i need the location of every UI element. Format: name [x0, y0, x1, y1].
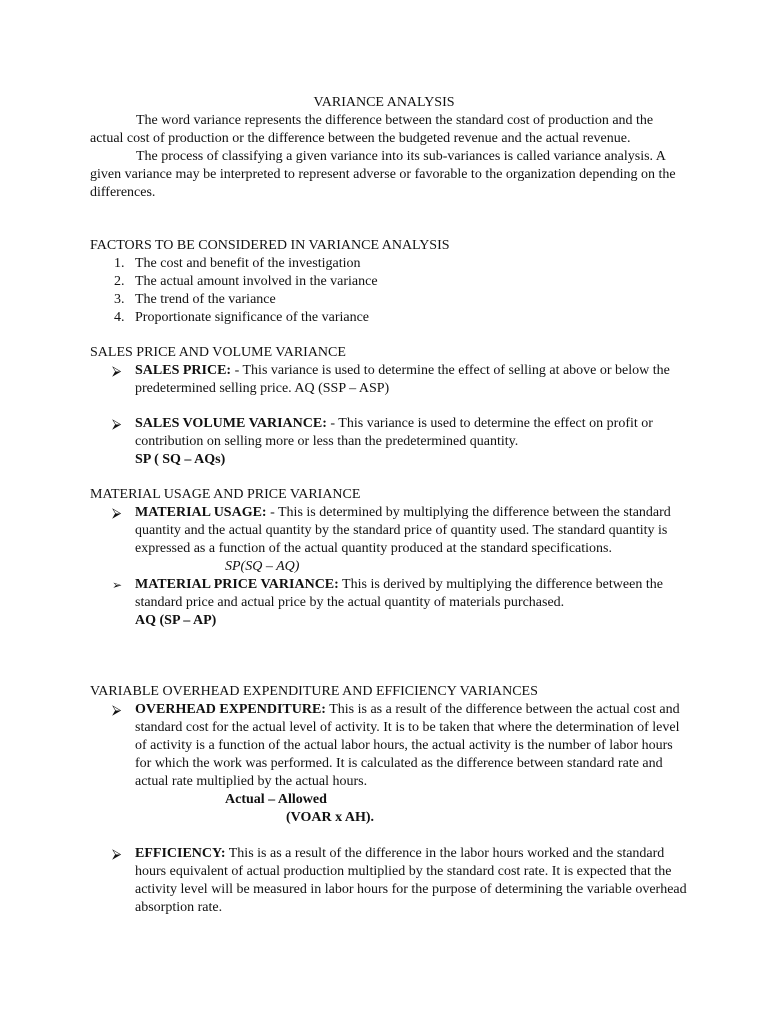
sales-volume-item — [90, 415, 690, 469]
overhead-formula-line1: Actual – Allowed — [225, 792, 327, 807]
arrow-bullet-icon: ➢ — [112, 578, 123, 592]
sales-heading: SALES PRICE AND VOLUME VARIANCE — [90, 345, 346, 360]
intro-section — [90, 112, 690, 202]
list-item — [90, 291, 690, 309]
page-title: VARIANCE ANALYSIS — [313, 95, 455, 110]
sales-price-label: SALES PRICE: — [135, 363, 232, 378]
list-number: 2. — [114, 274, 125, 289]
overhead-efficiency-item — [90, 845, 690, 917]
list-item-text: Proportionate significance of the variance — [135, 310, 370, 325]
material-price-text: This is derived by multiplying the difference between the standard price and actual price by the actual quantity of materials purchased. — [135, 577, 663, 610]
factors-section — [90, 237, 690, 327]
material-usage-formula: SP(SQ – AQ) — [225, 559, 300, 574]
intro-paragraph-1: The word variance represents the difference between the standard cost of production and the actual cost of production or the difference between the budgeted revenue and the actual revenue. — [90, 113, 654, 146]
list-number: 4. — [114, 310, 125, 325]
material-usage-item — [90, 504, 690, 576]
overhead-formula-line2: (VOAR x AH). — [286, 810, 374, 825]
sales-price-item — [90, 362, 690, 398]
sales-volume-label: SALES VOLUME VARIANCE: — [135, 416, 327, 431]
overhead-expenditure-text: This is as a result of the difference between the actual cost and standard cost for the actual level of activity. It is to be taken that where the determination of level of activity is a function of the actual labor hours, the actual activity is the number of labor hours for which the work was performed. It is calculated as the difference between standard rate and actual rate multiplied by the actual hours. — [135, 702, 680, 789]
arrow-bullet-icon: ⮚ — [112, 416, 122, 431]
list-number: 3. — [114, 292, 125, 307]
sales-price-text: - This variance is used to determine the effect of selling at above or below the predetermined selling price. AQ (SSP – ASP) — [135, 363, 670, 396]
factors-heading: FACTORS TO BE CONSIDERED IN VARIANCE ANALYSIS — [90, 238, 450, 253]
material-price-item — [90, 576, 690, 630]
material-section — [90, 486, 690, 630]
material-price-formula: AQ (SP – AP) — [135, 613, 217, 628]
list-item — [90, 309, 690, 327]
overhead-section — [90, 683, 690, 917]
overhead-efficiency-label: EFFICIENCY: — [135, 846, 226, 861]
material-usage-label: MATERIAL USAGE: — [135, 505, 267, 520]
overhead-heading: VARIABLE OVERHEAD EXPENDITURE AND EFFICIENCY VARIANCES — [90, 684, 538, 699]
list-item — [90, 273, 690, 291]
arrow-bullet-icon: ⮚ — [112, 363, 122, 378]
arrow-bullet-icon: ⮚ — [112, 846, 122, 861]
sales-volume-text: - This variance is used to determine the effect on profit or contribution on selling more or less than the predetermined quantity. — [135, 416, 653, 449]
arrow-bullet-icon: ⮚ — [112, 505, 122, 520]
arrow-bullet-icon: ⮚ — [112, 702, 122, 717]
intro-paragraph-2: The process of classifying a given variance into its sub-variances is called variance analysis. A given variance may be interpreted to represent adverse or favorable to the organization depending on the differences. — [90, 149, 676, 200]
sales-section — [90, 344, 690, 469]
overhead-expenditure-item — [90, 701, 690, 827]
overhead-efficiency-text: This is as a result of the difference in the labor hours worked and the standard hours equivalent of actual production multiplied by the standard cost rate. It is expected that the activity level will be measured in labor hours for the purpose of determining the variable overhead absorption rate. — [135, 846, 687, 915]
list-item — [90, 255, 690, 273]
list-item-text: The trend of the variance — [135, 292, 276, 307]
overhead-expenditure-label: OVERHEAD EXPENDITURE: — [135, 702, 326, 717]
list-item-text: The cost and benefit of the investigation — [135, 256, 361, 271]
material-heading: MATERIAL USAGE AND PRICE VARIANCE — [90, 487, 361, 502]
factors-list — [90, 255, 690, 327]
list-item-text: The actual amount involved in the variance — [135, 274, 378, 289]
sales-volume-formula: SP ( SQ – AQs) — [135, 452, 226, 467]
material-usage-text: - This is determined by multiplying the difference between the standard quantity and the actual quantity by the standard price of quantity used. The standard quantity is expressed as a function of the actual quantity produced at the standard specifications. — [135, 505, 671, 556]
list-number: 1. — [114, 256, 125, 271]
material-price-label: MATERIAL PRICE VARIANCE: — [135, 577, 339, 592]
